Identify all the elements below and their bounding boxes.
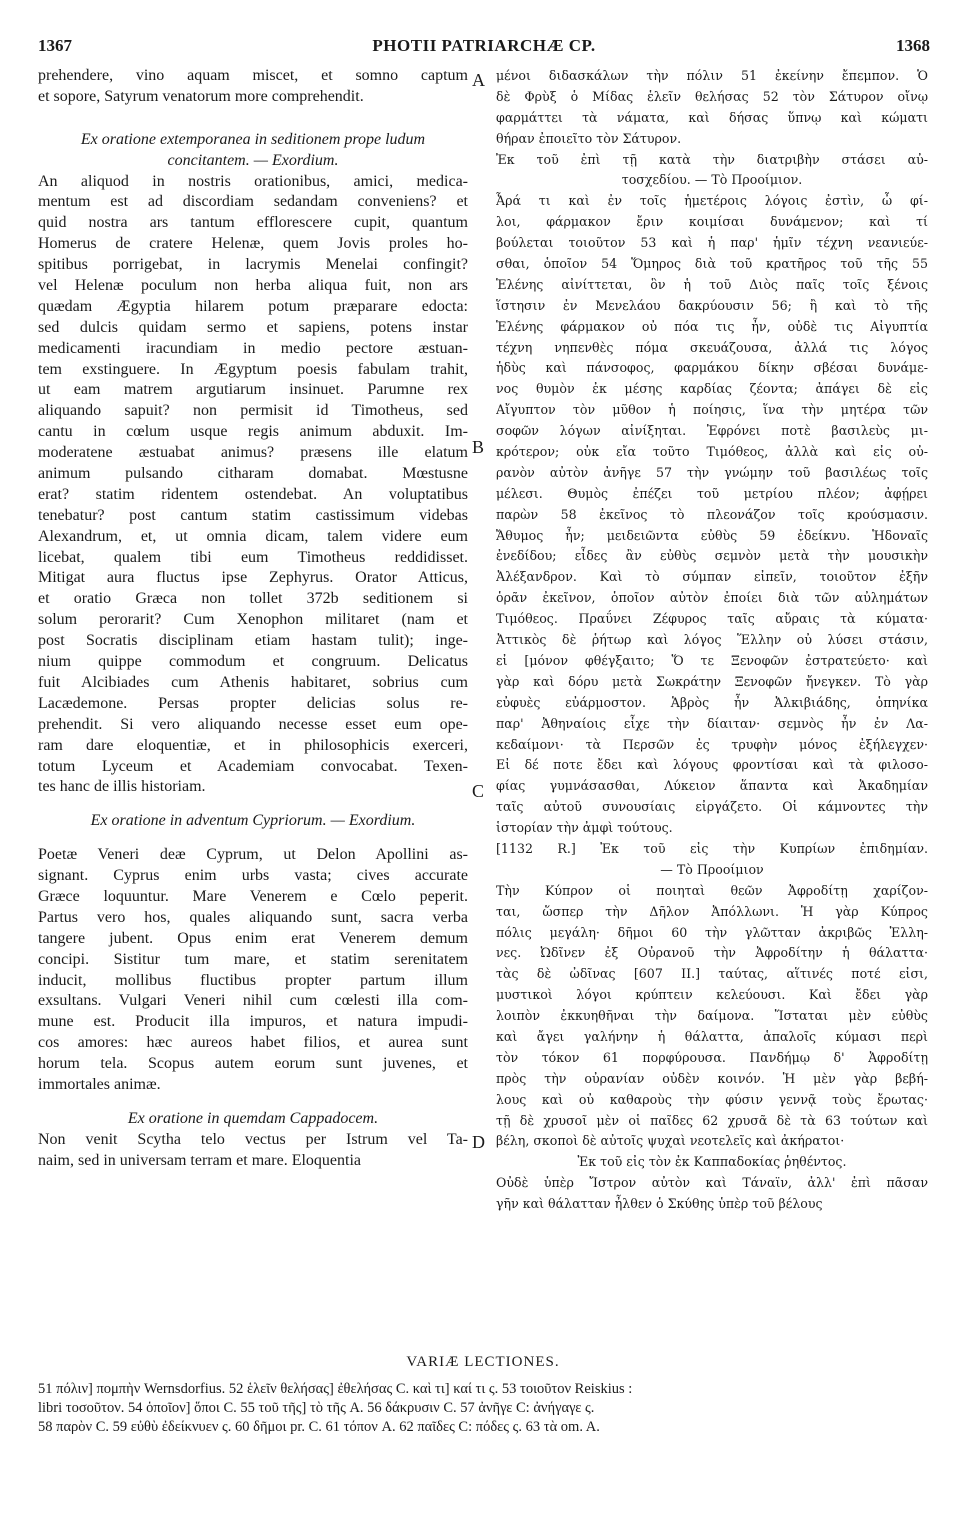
text-line: ρανὸν αὐτὸν ἀνῆγε 57 τὴν γνώμην τοῦ βασιλέως τοῖς — [496, 464, 928, 480]
text-line: spitibus porrigebat, in lacrymis Menelai confingit? — [38, 256, 468, 274]
text-line: Ἑλένης φάρμακον οὐ πόα τις ἦν, οὐδὲ τις Αἰγυπτία — [496, 318, 928, 334]
margin-letter-d: D — [472, 1132, 485, 1152]
text-line: κεδαίμονι· τὰ Περσῶν ἐς τρυφὴν μόνος ἐξήλεγχεν· — [496, 736, 928, 752]
text-line: γῆν καὶ θάλατταν ἦλθεν ὁ Σκύθης ὑπὲρ τοῦ βέλους — [496, 1196, 823, 1212]
text-line: signant. Cyprus enim urbs vasta; cives accurate — [38, 867, 468, 885]
section-heading: Ἐκ τοῦ ἐπὶ τῇ κατὰ τὴν διατριβὴν στάσει αὐ- — [496, 151, 928, 167]
section-heading: τοσχεδίου. — Τὸ Προοίμιον. — [621, 172, 803, 188]
section-heading: Ἐκ τοῦ εἰς τὸν ἐκ Καππαδοκίας ῥηθέντος. — [577, 1154, 847, 1170]
text-line: et sopore, Satyrum venatorum more comprehendit. — [38, 87, 364, 105]
text-line: τὰς δὲ ὠδῖνας [607 II.] ταύτας, αἵτινές ποτέ εἰσι, — [496, 966, 928, 982]
text-line: medicamenti iracundiam in medio pectore æstuan- — [38, 339, 468, 357]
text-line: concipi. Sistitur tum mare, et statim serenitatem — [38, 950, 468, 968]
text-line: καὶ ἄγει γαλήνην ἡ θάλαττα, ἁπαλοῖς κύμασι περὶ — [496, 1028, 928, 1044]
text-line: θήραν ἐποιεῖτο τὸν Σάτυρον. — [496, 130, 682, 146]
text-line: εἰ [μόνον φθέγξαιτο; Ὅ τε Ξενοφῶν ἐστρατεύετο· καὶ — [496, 652, 928, 668]
text-line: vel Helenæ poculum non herba aliqua fuit, non ars — [38, 277, 468, 295]
text-line: Græce loquuntur. Mare Venerem e Cœlo peperit. — [38, 887, 468, 905]
text-line: licebat, qualem tibi eum Timotheus reddidisset. — [38, 548, 468, 566]
variae-lectiones-title: VARIÆ LECTIONES. — [406, 1354, 560, 1370]
text-line: nium quippe commodum et congruum. Delicatus — [38, 653, 468, 671]
page-header — [38, 36, 930, 58]
text-line: τέχνη νηπενθὲς πόμα σκευάζουσα, ἀλλά τις λόγος — [496, 339, 928, 355]
text-line: prehendit. Si vero aliquando necesse esset eum ope- — [38, 715, 468, 733]
text-line: νος θυμὸν ἐκ μέσης καρδίας ζέοντα; ἀπάγει δὲ εἰς — [496, 381, 928, 397]
text-line: quid nostra ars tantum efflorescere cupit, quantum — [38, 214, 468, 232]
text-line: mune est. Producit illa impuros, et natura impudi- — [38, 1013, 468, 1031]
text-line: σοφῶν λόγων αἰνίξηται. Ἐφρόνει ποτὲ βασιλεὺς μι- — [496, 423, 928, 439]
text-line: naim, sed in universam terram et mare. Eloquentia — [38, 1151, 361, 1169]
text-line: δὲ Φρὺξ ὁ Μίδας ἑλεῖν θελήσας 52 τὸν Σάτυρον οἴνῳ — [496, 88, 928, 104]
text-line: μέλεσι. Θυμὸς ἐπέζει τοῦ μετρίου πλέον; ἀφῄρει — [496, 485, 928, 501]
text-line: ὁρᾶν ἐκεῖνον, ὁποῖον αὐτὸν ἐποίει διὰ τῶν αὐλημάτων — [496, 590, 928, 606]
text-line: inducit, mollibus fluctibus propter partum illum — [38, 971, 468, 989]
text-line: λοιπὸν ἐκκυηθῆναι τὴν δαίμονα. Ἵσταται μὲν εὐθὺς — [496, 1008, 928, 1024]
text-line: Mitigat aura fluctus ipse Zephyrus. Orator Atticus, — [38, 569, 468, 587]
running-title: PHOTII PATRIARCHÆ CP. — [372, 36, 596, 55]
text-line: moderatene æstuabat animus? præsens ille elatum — [38, 444, 468, 462]
text-line: βέλη, σκοποὶ δὲ αὐτοῖς ψυχαὶ νεοτελεῖς καὶ ἀκήρατοι· — [496, 1133, 845, 1149]
text-line: totum Lyceum et Academiam convocabat. Texen- — [38, 757, 468, 775]
text-line: μένοι διδασκάλων τὴν πόλιν 51 ἐκείνην ἔπεμπον. Ὁ — [496, 68, 928, 83]
text-line: ταῖς αὐτοῦ συνουσίαις εἰργάζετο. Οἱ κάμνοντες τὴν — [496, 799, 928, 815]
text-line: παρὼν 58 ἐκεῖνος τὸ πλεονάζον τοῖς κρούσμασιν. — [496, 506, 928, 522]
text-line: Εἰ δέ ποτε ἔδει καὶ λόγους φροντίσαι καὶ τὰ φιλοσο- — [496, 757, 928, 773]
text-line: tem exstinguere. In Ægyptum poesis fabulam trahit, — [38, 360, 468, 378]
margin-letter-b: B — [472, 437, 485, 457]
text-line: λοι, φάρμακον ἔριν κοιμίσαι δυνάμενον; καὶ τί — [496, 214, 928, 230]
spacer — [38, 1096, 468, 1109]
text-line: Non venit Scytha telo vectus per Istrum vel Ta- — [38, 1130, 468, 1148]
text-line: Alexandrum, et, ut omnia dicam, talem videre eum — [38, 527, 468, 545]
text-line: ἐνεδίδου; εἶδες ἂν εὐθὺς σεμνὸν μετὰ τὴν μουσικὴν — [496, 548, 928, 564]
text-line: animum pulsando citharam domabat. Mœstusne — [38, 465, 468, 483]
text-line: Ἄθυμος ἦν; μειδειῶντα εὐθὺς 59 ἐδείκνυ. Ἡδοναῖς — [496, 527, 928, 543]
text-line: σθαι, ὁποῖον 54 Ὅμηρος διὰ τοῦ κρατῆρος τοῦ τῆς 55 — [496, 256, 928, 272]
text-line: solum perorarit? Cum Xenophon militaret (nam et — [38, 611, 468, 629]
text-line: κρότερον; οὐκ εἴα τοῦτο Τιμόθεος, ἀλλὰ καὶ εἰς οὐ- — [496, 444, 928, 460]
text-line: quædam Ægyptia hilarem potum præparare edocta: — [38, 297, 468, 315]
text-line: tangere jubent. Opus enim erat Venerem demum — [38, 929, 468, 947]
text-line: ἵστησιν ἐν Μενελάου δακρύουσιν 56; ἢ καὶ τὸ τῆς — [496, 297, 928, 313]
text-line: et oratio Græca non tollet 372b seditionem si — [38, 590, 468, 608]
page-number-left: 1367 — [38, 36, 72, 55]
text-line: cos amores: hæc aureos habet filios, et aurea sunt — [38, 1034, 468, 1052]
latin-column — [38, 66, 468, 1172]
text-line: prehendere, vino aquam miscet, et somno captum — [38, 67, 468, 84]
text-line: ram dare eloquentiæ, et in philosophicis exerceri, — [38, 736, 468, 754]
text-line: exsultans. Vulgari Veneri nihil cum cœlesti illa com- — [38, 992, 468, 1010]
text-line: Τὴν Κύπρον οἱ ποιηταὶ θεῶν Ἀφροδίτῃ χαρίζον- — [496, 882, 928, 898]
text-line: Ἑλένης αἰνίττεται, ὃν ἡ τοῦ Διὸς παῖς τοῖς ξένοις — [496, 276, 928, 292]
section-heading: concitantem. — Exordium. — [167, 151, 339, 169]
text-line: παρ' Ἀθηναίοις εἶχε τὴν δίαιταν· σεμνὸς ἦν ἐν Λα- — [496, 715, 928, 731]
section-heading: Ex oratione extemporanea in seditionem prope ludum — [80, 130, 426, 148]
text-line: νες. Ὠδῖνεν ἐξ Οὐρανοῦ τὴν Ἀφροδίτην ἡ θάλαττα· — [496, 945, 928, 961]
section-heading: [1132 R.] Ἐκ τοῦ εἰς τὴν Κυπρίων ἐπιδημίαν. — [496, 840, 928, 856]
text-line: mentum est ad discordiam sedandam conveniens? et — [38, 193, 468, 211]
text-line: sed dulcis quidam sermo et sapiens, potens instar — [38, 318, 468, 336]
section-heading: Ex oratione in adventum Cypriorum. — Exordium. — [90, 812, 416, 830]
text-line: τὸν τόκον 61 πορφύρουσα. Πανδήμῳ δ' Ἀφροδίτῃ — [496, 1049, 928, 1065]
text-line: aliquando sapuit? non permisit id Timotheus, sed — [38, 402, 468, 420]
text-line: Lacædemone. Persas propter delicias solus re- — [38, 694, 468, 712]
margin-letter-c: C — [472, 781, 485, 801]
text-line: Poetæ Veneri deæ Cyprum, ut Delon Apollini as- — [38, 846, 468, 864]
section-heading: Ex oratione in quemdam Cappadocem. — [127, 1109, 379, 1127]
text-line: γὰρ καὶ δόρυ μετὰ Σωκράτην Ξενοφῶν ἤνεγκεν. Τὸ γὰρ — [496, 673, 928, 689]
text-line: φίας γυμνάσασθαι, Λύκειον ἅπαντα καὶ Ἀκαδημίαν — [496, 778, 928, 794]
text-line: Homerus de cratere Helenæ, quem Jovis proles ho- — [38, 235, 468, 253]
text-line: φαρμάττει τὰ νάματα, καὶ δήσας ὕπνῳ καὶ κώματι — [496, 109, 928, 125]
text-line: cantu in cœlum usque regis animum abduxit. Im- — [38, 423, 468, 441]
greek-column — [496, 66, 928, 1215]
text-line: An aliquod in nostris orationibus, amici, medica- — [38, 172, 468, 190]
text-line: fuit Alcibiades cum Athenis habitaret, sobrius cum — [38, 673, 468, 691]
text-line: πόλις μεγάλη· δῆμοι 60 τὴν γλῶτταν ἀκριβῶς Ἑλλη- — [496, 924, 928, 940]
margin-letter-a: A — [472, 70, 485, 90]
variant-note-line: 51 πόλιν] πομπὴν Wernsdorfius. 52 ἑλεῖν θελήσας] ἐθελήσας C. καὶ τι] καί τι ς. 53 τοιοῦτον Reiskius : — [38, 1381, 633, 1397]
text-line: immortales animæ. — [38, 1075, 161, 1093]
section-heading: — Τὸ Προοίμιον — [660, 861, 764, 877]
text-line: Partus vero hos, quales aliquando sunt, sacra verba — [38, 908, 468, 926]
text-line: Τιμόθεος. Πραΰνει Ζέφυρος ταῖς αὔραις τὰ κύματα· — [496, 611, 928, 627]
text-line: μυστικοὶ λόγοι κρύπτειν κελεύουσι. Καὶ ἔδει γὰρ — [496, 987, 928, 1003]
text-line: Ἀττικὸς δὲ ῥήτωρ καὶ λόγος Ἕλλην οὐ λύσει στάσιν, — [496, 632, 928, 648]
variant-note-line: libri τοσοῦτον. 54 ὁποῖον] ὅποι C. 55 τοῦ τῆς] τὸ τῆς A. 56 δάκρυσιν C. 57 ἀνῆγε C: ἀνήγαγε ς. — [38, 1400, 595, 1416]
text-line: ἡδὺς καὶ πάνσοφος, φαρμάκου δίκην σβέσαι δυνάμε- — [496, 360, 928, 376]
text-line: post Socratis disciplinam etiam hastam tulit); inge- — [38, 632, 468, 650]
text-line: εὐφυὲς εὐάρμοστον. Ἁβρὸς ἦν Ἀλκιβιάδης, ὁπηνίκα — [496, 694, 928, 710]
text-line: λους καὶ οὐ καθαροὺς τὴν φύσιν γεννᾷ τοὺς ἔρωτας· — [496, 1091, 928, 1107]
variant-note-line: 58 παρὸν C. 59 εὐθὺ ἐδείκνυεν ς. 60 δῆμοι pr. C. 61 τόπον A. 62 παῖδες C: πόδες ς. 63 τὰ om. A. — [38, 1419, 600, 1435]
text-line: erat? statim ridentem ostendebat. An voluptatibus — [38, 485, 468, 503]
page-number-right: 1368 — [896, 36, 930, 55]
text-line: τῇ δὲ χρυσοῖ μὲν οἱ παῖδες 62 χρυσᾶ δὲ τὰ 63 τούτων καὶ — [496, 1112, 928, 1128]
text-line: ἱστορίαν τὴν ἀμφὶ τούτους. — [496, 820, 673, 836]
spacer — [38, 798, 468, 811]
text-line: ται, ὥσπερ τὴν Δῆλον Ἀπόλλωνι. Ἡ γὰρ Κύπρος — [496, 903, 928, 919]
text-line: Ἀλέξανδρον. Καὶ τὸ σύμπαν εἰπεῖν, τοιοῦτον ἐξῆν — [496, 569, 928, 585]
text-line: Ἆρά τι καὶ ἐν τοῖς ἡμετέροις λόγοις ἐστὶν, ὦ φί- — [496, 193, 928, 209]
text-line: Αἴγυπτον τὸν μῦθον ἡ ποίησις, ἵνα τὴν μητέρα τῶν — [496, 402, 928, 418]
text-line: horum tela. Scopus autem eorum sunt juvenes, et — [38, 1055, 468, 1073]
spacer — [38, 832, 468, 845]
text-line: πρὸς τὴν οὐρανίαν οὐδὲν κοινόν. Ἡ μὲν γὰρ βεβή- — [496, 1070, 928, 1086]
variae-lectiones — [38, 1380, 928, 1437]
text-line: Οὐδὲ ὑπὲρ Ἴστρον αὐτὸν καὶ Τάναϊν, ἀλλ' ἐπὶ πᾶσαν — [496, 1175, 928, 1191]
text-line: βούλεται τοιοῦτον 53 καὶ ἡ παρ' ἡμῖν τέχνη νεανιεύε- — [496, 235, 928, 251]
text-line: ut eam matrem argutiarum insinuet. Parumne rex — [38, 381, 468, 399]
spacer — [38, 108, 468, 130]
text-line: tenebatur? post cantum statim castissimum videbas — [38, 506, 468, 524]
text-line: tes hanc de illis historiam. — [38, 778, 206, 796]
